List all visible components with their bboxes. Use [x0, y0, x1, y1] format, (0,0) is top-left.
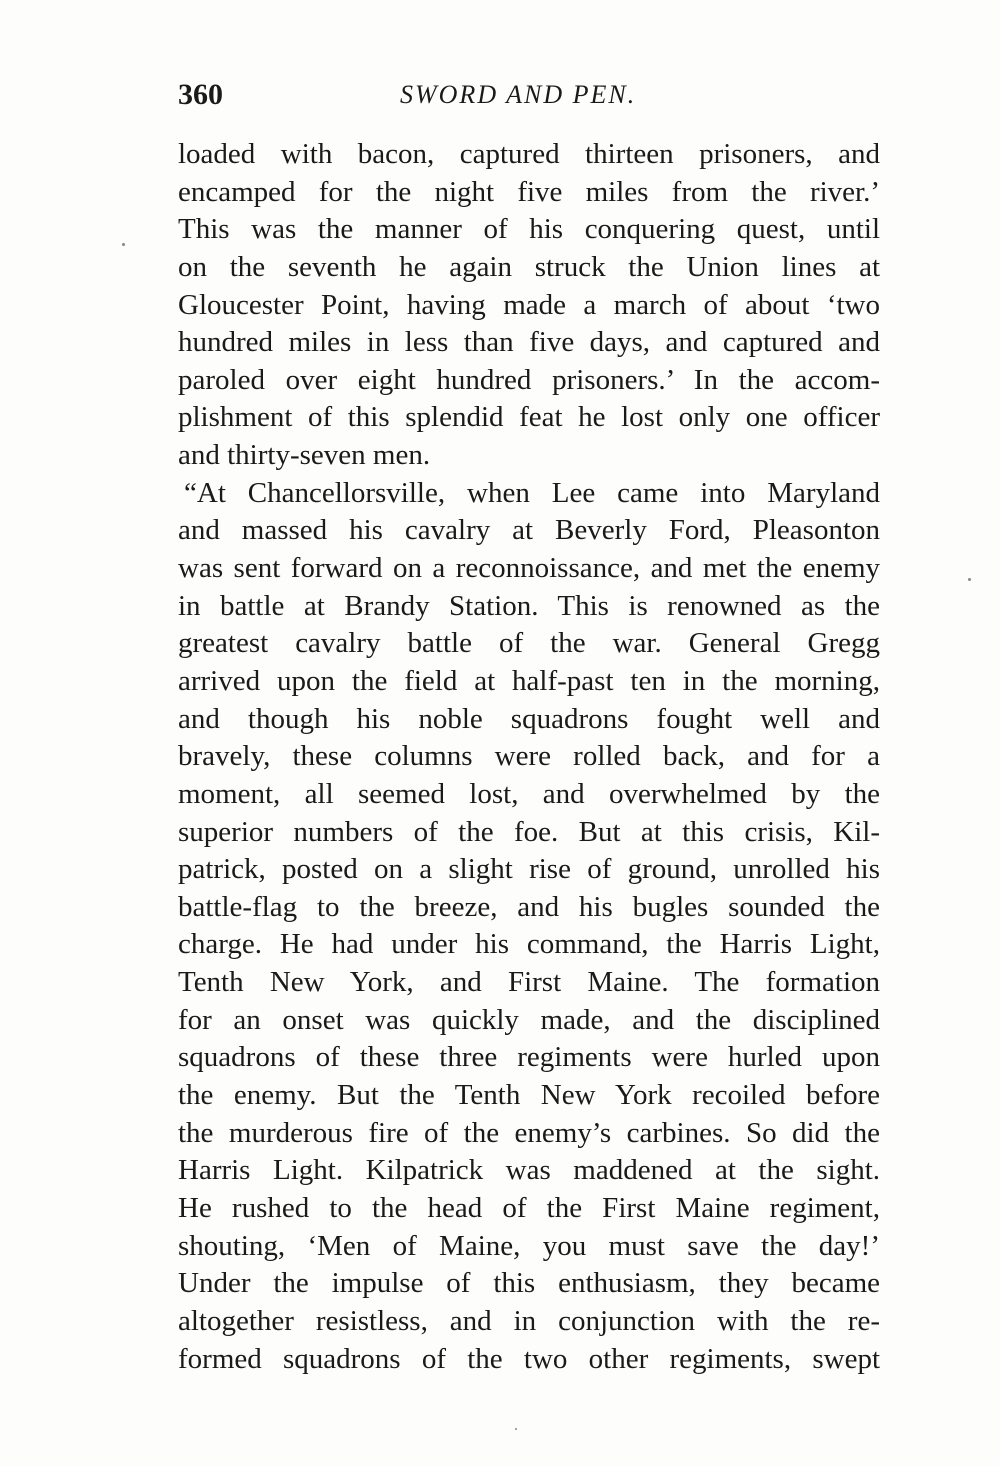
- text-line: superior numbers of the foe. But at this crisis, Kil-: [178, 815, 880, 848]
- text-line: on the seventh he again struck the Union lines at: [178, 250, 880, 283]
- text-line: shouting, ‘Men of Maine, you must save the day!’: [178, 1229, 880, 1262]
- print-speck: [515, 1428, 517, 1430]
- text-line: This was the manner of his conquering quest, until: [178, 213, 880, 246]
- text-line: and though his noble squadrons fought well and: [178, 702, 880, 735]
- text-line: arrived upon the field at half-past ten in the morning,: [178, 664, 880, 697]
- text-line: loaded with bacon, captured thirteen prisoners, and: [178, 138, 880, 170]
- text-line: patrick, posted on a slight rise of ground, unrolled his: [178, 853, 880, 886]
- text-line: Harris Light. Kilpatrick was maddened at the sight.: [178, 1154, 880, 1187]
- text-line: greatest cavalry battle of the war. General Gregg: [178, 627, 880, 660]
- print-speck: [968, 578, 971, 581]
- print-speck: [122, 243, 125, 246]
- text-line: in battle at Brandy Station. This is renowned as the: [178, 589, 880, 622]
- text-line: Tenth New York, and First Maine. The formation: [178, 966, 880, 999]
- text-line: moment, all seemed lost, and overwhelmed by the: [178, 777, 880, 810]
- text-line: He rushed to the head of the First Maine regiment,: [178, 1191, 880, 1224]
- text-line: altogether resistless, and in conjunction with the re-: [178, 1304, 880, 1337]
- text-line: for an onset was quickly made, and the disciplined: [178, 1003, 880, 1036]
- text-line: charge. He had under his command, the Harris Light,: [178, 928, 880, 961]
- text-line: Under the impulse of this enthusiasm, they became: [178, 1267, 880, 1300]
- text-line: paroled over eight hundred prisoners.’ In the accom-: [178, 363, 880, 396]
- text-line: Gloucester Point, having made a march of about ‘two: [178, 288, 880, 321]
- text-line: hundred miles in less than five days, and captured and: [178, 326, 880, 359]
- text-line: the murderous fire of the enemy’s carbines. So did the: [178, 1116, 880, 1149]
- page-header: [178, 78, 878, 118]
- text-line: and thirty-seven men.: [178, 439, 431, 472]
- text-line: the enemy. But the Tenth New York recoiled before: [178, 1079, 880, 1112]
- text-line: plishment of this splendid feat he lost only one officer: [178, 401, 880, 434]
- text-line: squadrons of these three regiments were hurled upon: [178, 1041, 880, 1074]
- text-line: encamped for the night five miles from the river.’: [178, 175, 880, 208]
- body-text: [178, 136, 880, 1378]
- text-line: bravely, these columns were rolled back, and for a: [178, 740, 880, 773]
- text-line: “At Chancellorsville, when Lee came into Maryland: [184, 476, 880, 509]
- text-line: battle-flag to the breeze, and his bugles sounded the: [178, 890, 880, 923]
- text-line: formed squadrons of the two other regiments, swept: [178, 1342, 880, 1375]
- text-line: and massed his cavalry at Beverly Ford, Pleasonton: [178, 514, 880, 547]
- page-number: 360: [178, 78, 223, 111]
- text-line: was sent forward on a reconnoissance, and met the enemy: [178, 552, 880, 585]
- running-title: SWORD AND PEN.: [400, 80, 637, 109]
